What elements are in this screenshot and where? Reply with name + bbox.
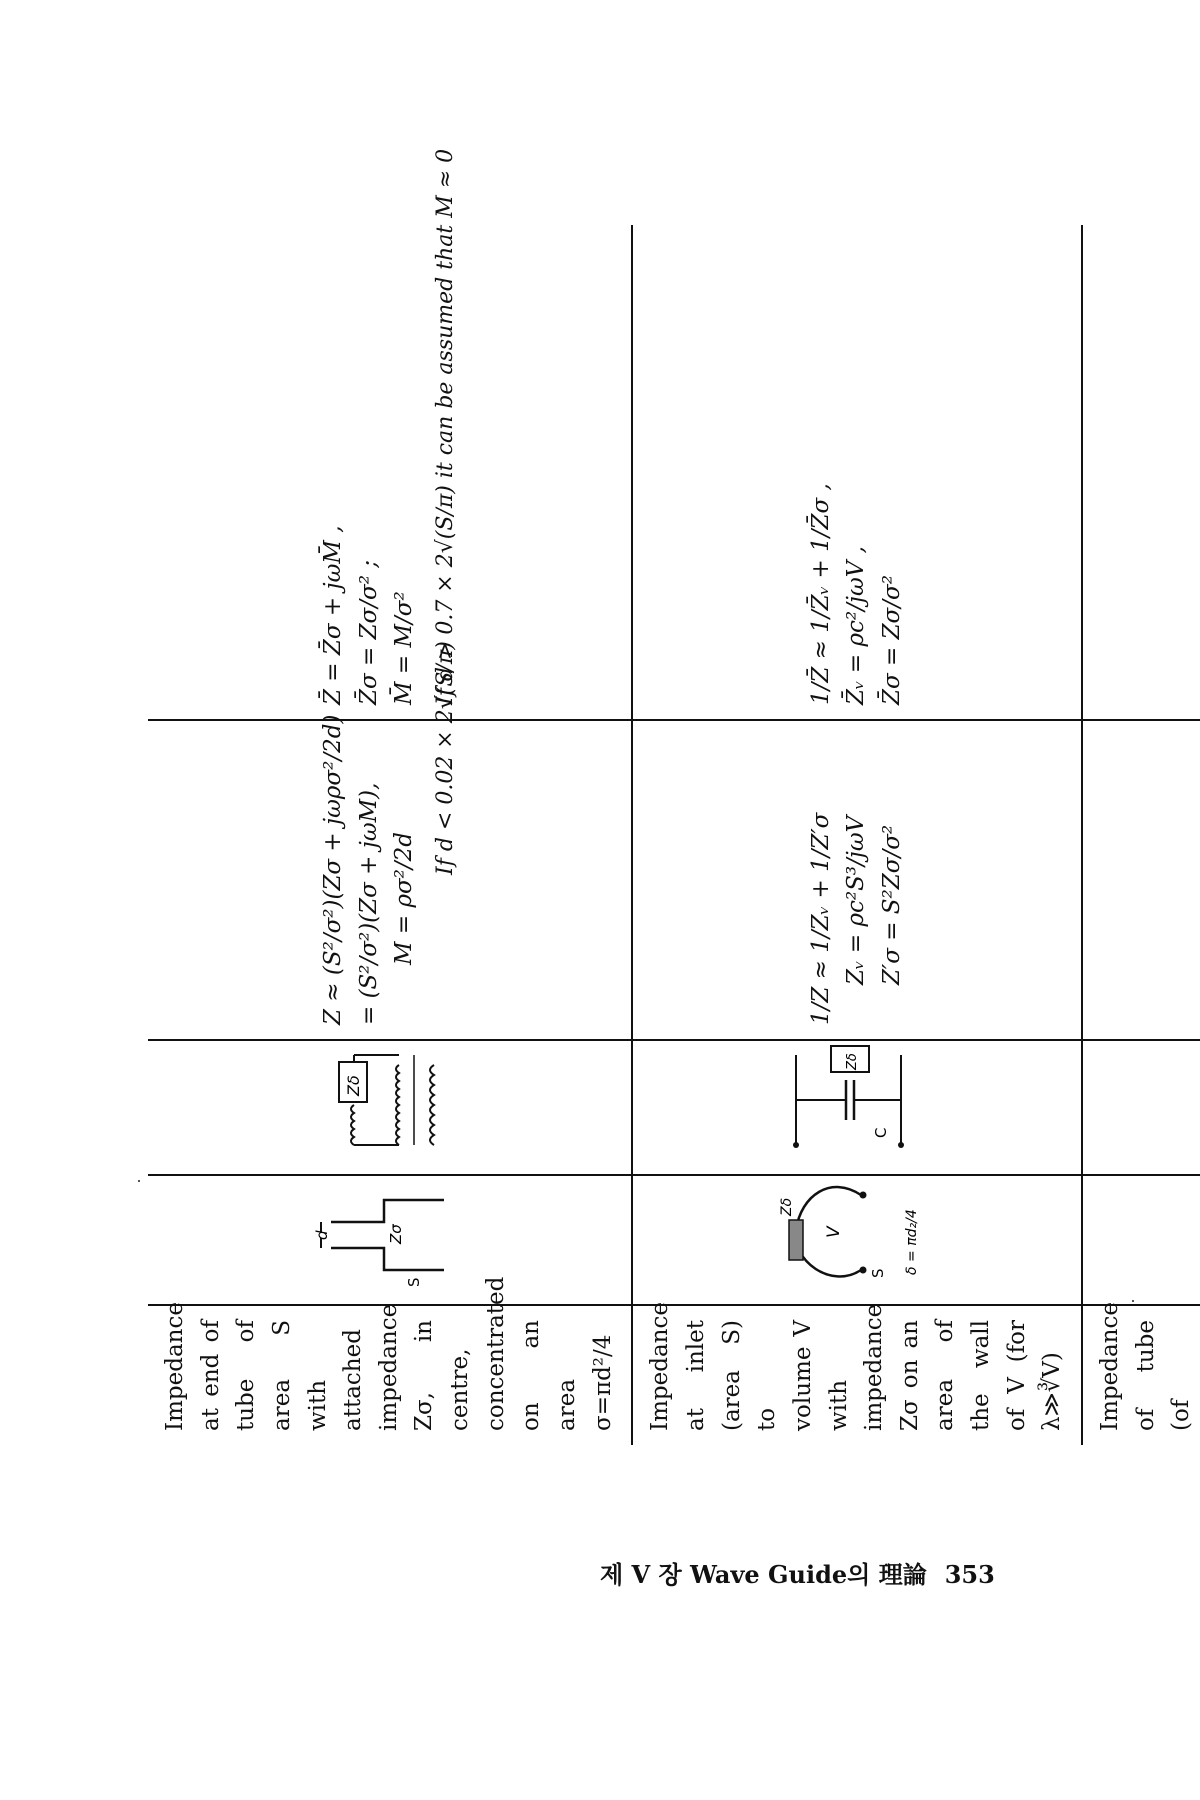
condition-small-d: If d < 0.02 × 2√(S/π) <box>433 641 459 875</box>
volume-figure <box>632 1175 1082 1305</box>
row-description: Impedance at end of tube of area S with attached impedance Zσ, in centre, concentrated on an area σ=πd²/4 <box>148 1305 632 1445</box>
formula-line: 1/Z̄ ≈ 1/Z̄ᵥ + 1/Z̄σ , <box>807 483 834 705</box>
circuit-figure <box>148 1040 632 1175</box>
page-footer <box>600 1555 995 1590</box>
formula-normalized <box>148 148 632 720</box>
circuit-figure <box>632 1040 1082 1175</box>
scan-speck <box>138 1180 140 1182</box>
formula-normalized <box>1082 225 1200 720</box>
d-label: d <box>312 1230 331 1240</box>
page-number: 353 <box>944 1560 995 1589</box>
rotated-table-wrapper <box>148 148 1195 1445</box>
formula-line: M = ρσ²/2d <box>391 832 418 965</box>
formula-line: Z ≈ (S²/σ²)(Zσ + jωρσ²/2d) <box>320 714 347 1025</box>
formula-line: Z̄ = Z̄σ + jωM̄ , <box>320 525 347 705</box>
transformer-circuit-icon <box>314 1040 454 1160</box>
v-label: V <box>824 1226 845 1238</box>
formula-line: M̄ = M/σ² <box>391 591 418 705</box>
formula-line: = (S²/σ²)(Zσ + jωM), <box>355 782 382 1025</box>
delta-label: δ = πd₂/4 <box>904 1209 921 1275</box>
table-row <box>632 225 1082 1445</box>
formula-line: Z′σ = S²Zσ/σ² <box>878 824 905 985</box>
z-delta-label: Zδ <box>343 1075 363 1096</box>
circuit-figure <box>1082 1040 1200 1175</box>
formula-line: Zᵥ = ρc²S³/jωV <box>843 815 870 985</box>
end-tube-icon <box>309 1180 459 1290</box>
formula-line: 1/Z ≈ 1/Zᵥ + 1/Z′σ <box>807 812 834 1025</box>
z-label: Zσ <box>386 1224 405 1244</box>
chapter-title: 제 V 장 Wave Guide의 理論 <box>600 1560 927 1589</box>
s-label: S <box>404 1277 423 1287</box>
z-delta-label: Zδ <box>779 1197 796 1216</box>
s-label: S <box>869 1268 888 1278</box>
formula-line: Z̄σ = Zσ/σ² ; <box>355 560 382 705</box>
row-description: Impedance of tube (of <box>1082 1305 1200 1445</box>
volume-inlet-icon <box>771 1170 931 1290</box>
branch-figure <box>1082 1175 1200 1305</box>
scan-speck <box>1132 1300 1134 1302</box>
formula-main <box>1082 720 1200 1040</box>
formula-line: Z̄ᵥ = ρc²/jωV , <box>843 546 870 705</box>
capacitor-circuit-icon <box>776 1040 926 1160</box>
row-description: Impedance at inlet (area S) to volume V with impedance Zσ on an area of the wall of V (for λ≫∛V) <box>632 1305 1082 1445</box>
table-row <box>1082 225 1200 1445</box>
c-label: C <box>872 1127 891 1138</box>
formula-main <box>632 720 1082 1040</box>
formula-normalized <box>632 225 1082 720</box>
tube-figure <box>148 1175 632 1305</box>
table-row <box>148 225 632 1445</box>
impedance-table <box>148 148 1200 1445</box>
condition-large-d: If d > 0.7 × 2√(S/π) it can be assumed that M ≈ 0 <box>433 148 459 705</box>
z-delta-label: Zδ <box>845 1053 861 1070</box>
formula-line: Z̄σ = Zσ/σ² <box>878 575 905 705</box>
